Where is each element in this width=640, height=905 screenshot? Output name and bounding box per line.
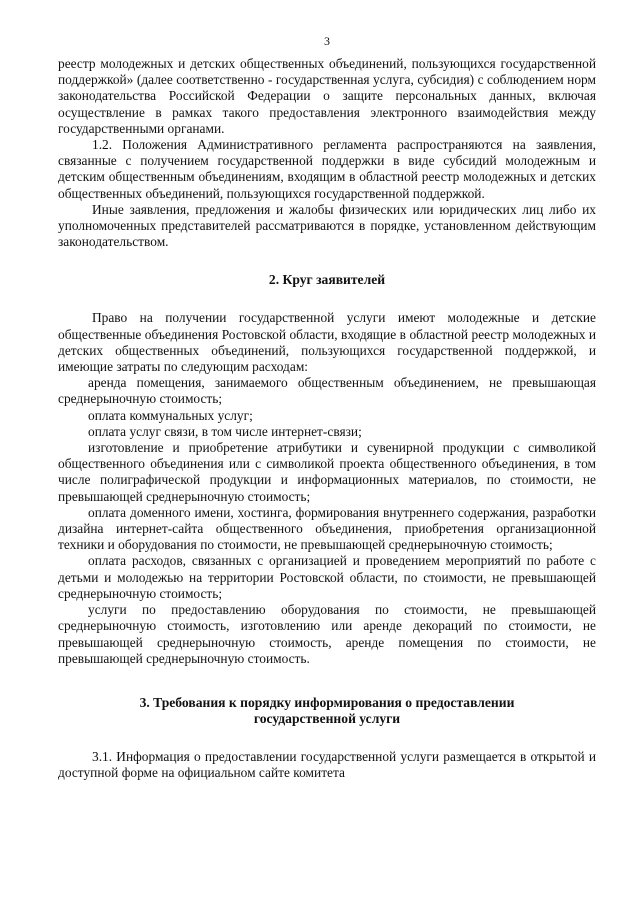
section-3-title-line-2: государственной услуги — [253, 710, 401, 726]
expense-item: изготовление и приобретение атрибутики и сувенирной продукции с символикой общественного объединения или с символикой проекта общественного объединения, в том числе полиграфической продукции и информационных материалов, по стоимости, не превышающей среднерыночную стоимость; — [58, 440, 596, 504]
section-2-intro: Право на получении государственной услуги имеют молодежные и детские общественные объединения Ростовской области, входящие в областной реестр молодежных и детских общественных объединений, пользующихся государственной поддержкой, и имеющие затраты по следующим расходам: — [58, 310, 596, 375]
section-3-title — [58, 695, 596, 727]
document-page — [58, 34, 596, 781]
paragraph-1-2: 1.2. Положения Административного регламента распространяются на заявления, связанные с получением государственной поддержки в виде субсидий молодежным и детским общественным объединениям, входящим в областной реестр молодежных и детских общественных объединений, пользующихся государственной поддержкой. — [58, 137, 596, 201]
page-bottom-margin — [0, 893, 640, 905]
expense-item: оплата коммунальных услуг; — [88, 407, 253, 423]
paragraph-other-requests: Иные заявления, предложения и жалобы физических или юридических лиц либо их уполномоченных представителей рассматриваются в порядке, установленном действующим законодательством. — [58, 201, 596, 250]
expense-item: услуги по предоставлению оборудования по стоимости, не превышающей среднерыночную стоимость, изготовлению или аренде декораций по стоимости, не превышающей среднерыночную стоимость, аренде помещения по стоимости, не превышающей среднерыночную стоимость. — [58, 602, 596, 666]
expense-item: оплата доменного имени, хостинга, формирования внутреннего содержания, разработки дизайна интернет-сайта общественного объединения, приобретения организационной техники и оборудования по стоимости, не превышающей среднерыночную стоимость; — [58, 504, 596, 553]
section-2-title: 2. Круг заявителей — [268, 272, 386, 288]
paragraph-1-1-continued: реестр молодежных и детских общественных объединений, пользующихся государственной поддержкой» (далее соответственно - государственная услуга, субсидия) с соблюдением норм законодательства Российской Федерации о защите персональных данных, включая осуществление в рамках такого предоставления электронного взаимодействия между государственными органами. — [58, 56, 596, 136]
section-3-title-line-1: 3. Требования к порядку информирования о предоставлении — [139, 694, 515, 710]
page-number: 3 — [324, 34, 330, 48]
paragraph-3-1: 3.1. Информация о предоставлении государственной услуги размещается в открытой и доступной форме на официальном сайте комитета — [58, 748, 596, 781]
expense-item: оплата услуг связи, в том числе интернет-связи; — [88, 423, 362, 439]
expense-item: оплата расходов, связанных с организацией и проведением мероприятий по работе с детьми и молодежью на территории Ростовской области, по стоимости, не превышающей среднерыночную стоимость; — [58, 553, 596, 601]
expense-item: аренда помещения, занимаемого общественным объединением, не превышающая среднерыночную стоимость; — [58, 375, 596, 407]
